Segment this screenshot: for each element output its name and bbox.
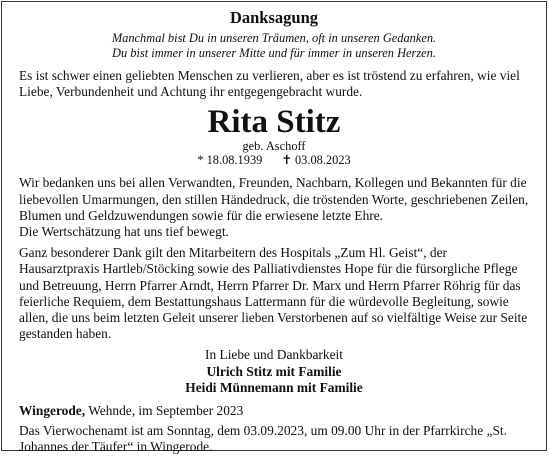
birth-date: * 18.08.1939	[197, 153, 263, 168]
birth-name: geb. Aschoff	[242, 139, 306, 154]
page-title: Danksagung	[229, 8, 319, 27]
motto-line-2: Du bist immer in unserer Mitte und für immer in unseren Herzen.	[112, 46, 436, 60]
place-rest: Wehnde, im September 2023	[85, 403, 244, 419]
closing-greeting: In Liebe und Dankbarkeit	[205, 347, 343, 363]
deceased-name: Rita Stitz	[207, 104, 341, 141]
intro-text: Es ist schwer einen geliebten Menschen zu verlieren, aber es ist tröstend zu erfahren, wie viel Liebe, Verbundenheit und Achtung ihr entgegengebracht wurde.	[19, 68, 520, 100]
service-notice: Das Vierwochenamt ist am Sonntag, dem 03.09.2023, um 09.00 Uhr in der Pfarrkirche „St. Johannes der Täufer“ in Wingerode.	[19, 423, 507, 455]
family-signature-2: Heidi Münnemann mit Familie	[185, 379, 363, 395]
motto-line-1: Manchmal bist Du in unseren Träumen, oft in unseren Gedanken.	[111, 31, 437, 45]
death-date: 03.08.2023	[294, 153, 351, 168]
thanks-paragraph-1-tail: Die Wertschätzung hat uns tief bewegt.	[19, 224, 229, 240]
motto	[19, 31, 529, 61]
announcement-content	[19, 8, 529, 456]
place-date-line	[19, 403, 529, 419]
place-town: Wingerode,	[19, 403, 86, 419]
family-signature-1: Ulrich Stitz mit Familie	[206, 363, 342, 379]
cross-icon: ✝	[281, 153, 292, 168]
thanks-paragraph-2: Ganz besonderer Dank gilt den Mitarbeitern des Hospitals „Zum Hl. Geist“, der Hausarztpraxis Hartleb/Stöcking sowie des Palliativdienstes Hope für die fürsorgliche Pflege und Betreuung, Herrn Pfarrer Arndt, Herrn Pfarrer Dr. Marx und Herrn Pfarrer Röhrig für das feierliche Requiem, dem Bestattungshaus Lattermann für die würdevolle Begleitung, sowie allen, die uns beim letzten Geleit unserer lieben Verstorbenen auf so vielfältige Weise zur Seite gestanden haben.	[19, 245, 528, 342]
closing-block	[19, 347, 529, 396]
life-dates	[19, 153, 529, 168]
thanks-paragraph-1: Wir bedanken uns bei allen Verwandten, Freunden, Nachbarn, Kollegen und Bekannten für die liebevollen Umarmungen, den stillen Händedruck, die tröstenden Worte, geschriebenen Zeilen, Blumen und Geldzuwendungen sowie für die erwiesene letzte Ehre.	[19, 175, 529, 223]
